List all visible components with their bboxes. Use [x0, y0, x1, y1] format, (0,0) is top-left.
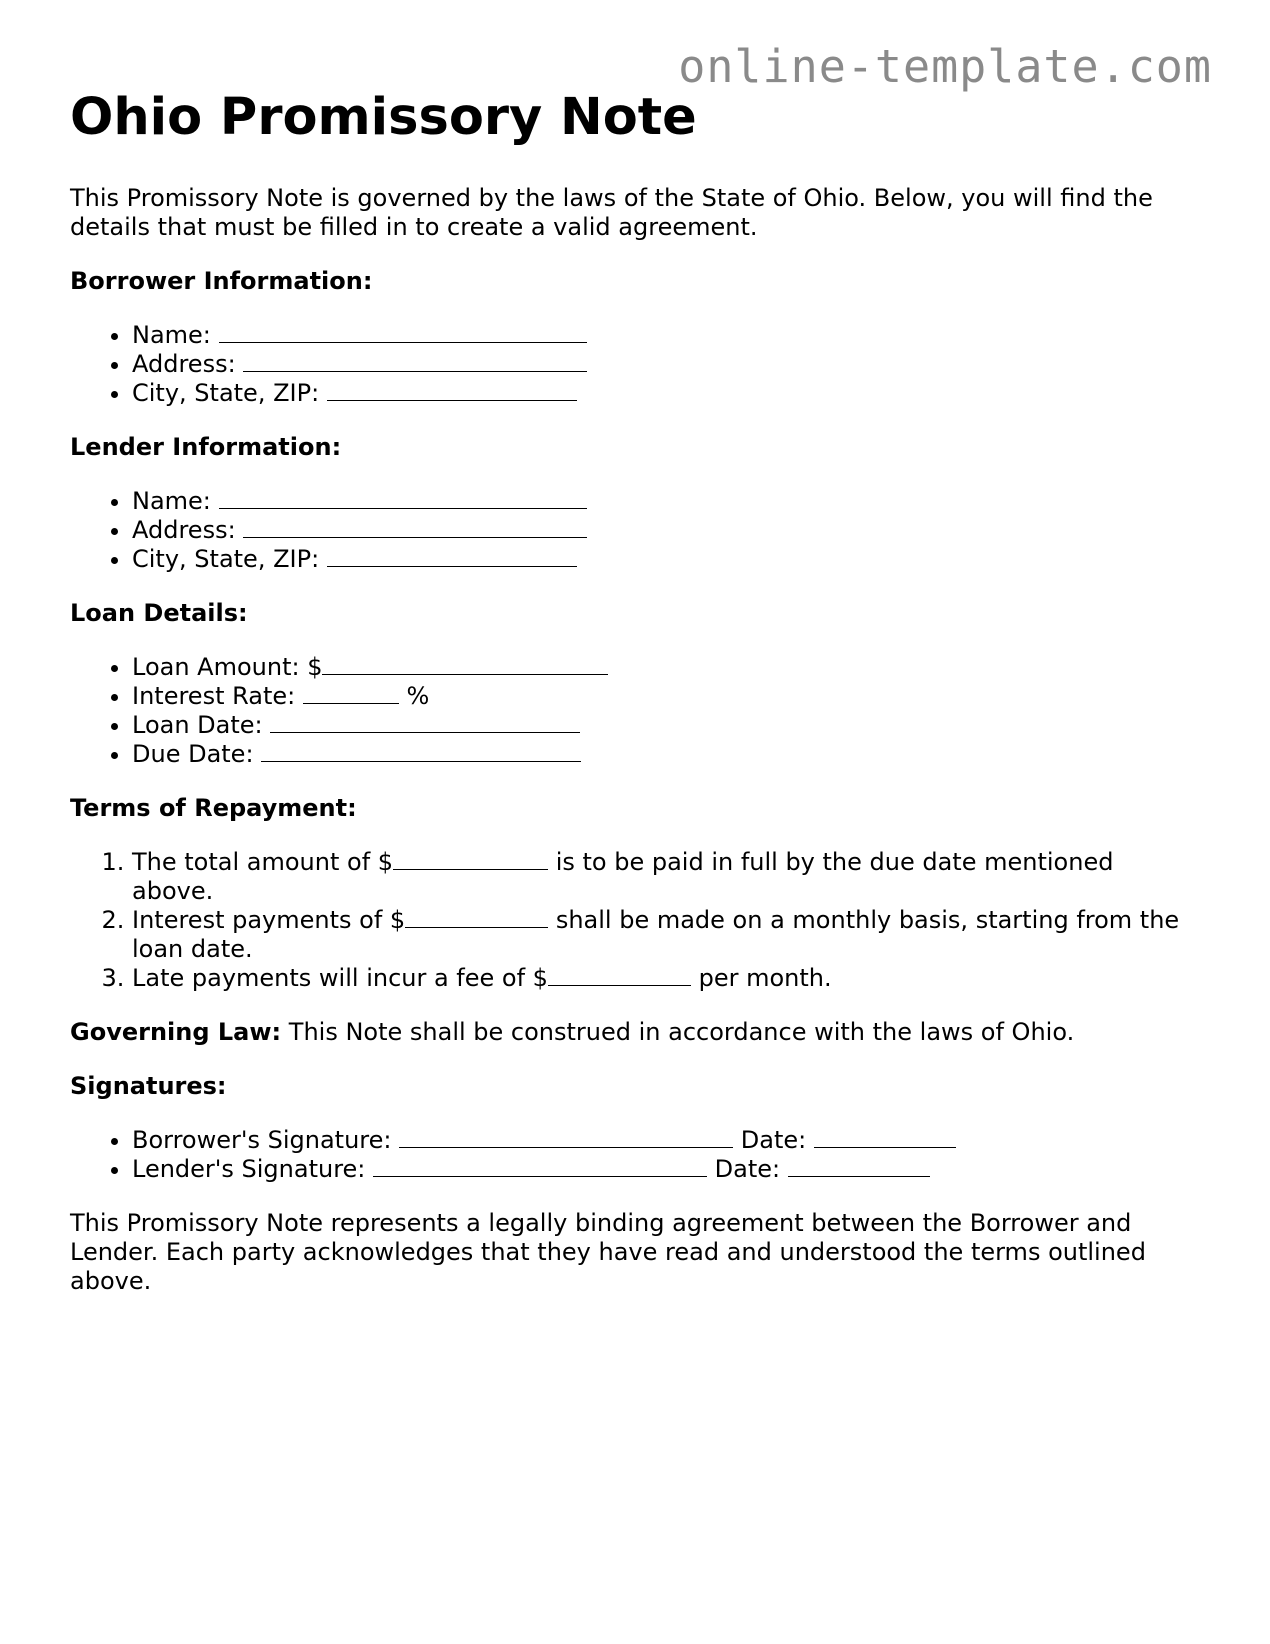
borrower-date-label: Date:: [740, 1126, 807, 1154]
interest-payment-blank[interactable]: [405, 907, 548, 928]
borrower-address-blank[interactable]: [243, 351, 587, 372]
intro-paragraph: This Promissory Note is governed by the laws of the State of Ohio. Below, you will find the details that must be filled in to create a valid agreement.: [70, 184, 1153, 241]
loan-amount-label: Loan Amount: $: [132, 653, 323, 681]
lender-signature-blank[interactable]: [373, 1156, 707, 1177]
lender-city-item: [132, 545, 1200, 574]
lender-date-blank[interactable]: [788, 1156, 930, 1177]
lender-city-blank[interactable]: [327, 546, 577, 567]
signatures-list: [70, 1126, 1200, 1184]
closing-paragraph: This Promissory Note represents a legally binding agreement between the Borrower and Lender. Each party acknowledges that they have read and understood the terms outlined above.: [70, 1209, 1146, 1295]
borrower-city-item: [132, 379, 1200, 408]
borrower-heading: Borrower Information:: [70, 267, 373, 295]
lender-signature-label: Lender's Signature:: [132, 1155, 366, 1183]
terms-item-1-suffix: is to be paid in full by the due date mentioned above.: [132, 848, 1114, 905]
lender-city-label: City, State, ZIP:: [132, 545, 320, 573]
governing-law-label: Governing Law:: [70, 1018, 282, 1046]
document-page: [70, 86, 1200, 1296]
borrower-signature-item: [132, 1126, 1200, 1155]
late-fee-blank[interactable]: [548, 965, 691, 986]
lender-date-label: Date:: [714, 1155, 781, 1183]
lender-address-item: [132, 516, 1200, 545]
interest-rate-blank[interactable]: [303, 683, 399, 704]
lender-name-item: [132, 487, 1200, 516]
borrower-name-item: [132, 321, 1200, 350]
terms-item-2: [132, 906, 1200, 964]
terms-item-1: [132, 848, 1200, 906]
loan-date-label: Loan Date:: [132, 711, 263, 739]
terms-heading: Terms of Repayment:: [70, 794, 357, 822]
borrower-address-item: [132, 350, 1200, 379]
lender-heading: Lender Information:: [70, 433, 342, 461]
terms-item-3-prefix: Late payments will incur a fee of $: [132, 964, 548, 992]
borrower-city-label: City, State, ZIP:: [132, 379, 320, 407]
terms-item-2-suffix: shall be made on a monthly basis, starting from the loan date.: [132, 906, 1180, 963]
borrower-signature-label: Borrower's Signature:: [132, 1126, 392, 1154]
borrower-date-blank[interactable]: [814, 1127, 956, 1148]
lender-name-blank[interactable]: [219, 488, 587, 509]
governing-law: [70, 1018, 1200, 1047]
borrower-address-label: Address:: [132, 350, 236, 378]
borrower-list: [70, 321, 1200, 408]
due-date-label: Due Date:: [132, 740, 254, 768]
lender-address-label: Address:: [132, 516, 236, 544]
due-date-blank[interactable]: [261, 741, 581, 762]
interest-rate-item: [132, 682, 1200, 711]
lender-signature-item: [132, 1155, 1200, 1184]
total-amount-blank[interactable]: [393, 849, 548, 870]
loan-amount-item: [132, 653, 1200, 682]
lender-list: [70, 487, 1200, 574]
due-date-item: [132, 740, 1200, 769]
terms-item-1-prefix: The total amount of $: [132, 848, 394, 876]
interest-rate-label: Interest Rate:: [132, 682, 296, 710]
loan-date-item: [132, 711, 1200, 740]
lender-name-label: Name:: [132, 487, 211, 515]
borrower-signature-blank[interactable]: [399, 1127, 733, 1148]
borrower-name-blank[interactable]: [219, 322, 587, 343]
terms-item-2-prefix: Interest payments of $: [132, 906, 406, 934]
borrower-city-blank[interactable]: [327, 380, 577, 401]
lender-address-blank[interactable]: [243, 517, 587, 538]
terms-item-3: [132, 964, 1200, 993]
terms-item-3-suffix: per month.: [698, 964, 832, 992]
document-title: Ohio Promissory Note: [70, 88, 697, 147]
loan-date-blank[interactable]: [270, 712, 580, 733]
borrower-name-label: Name:: [132, 321, 211, 349]
loan-amount-blank[interactable]: [322, 654, 608, 675]
loan-heading: Loan Details:: [70, 599, 248, 627]
loan-list: [70, 653, 1200, 769]
interest-rate-unit: %: [406, 682, 430, 710]
signatures-heading: Signatures:: [70, 1072, 227, 1100]
governing-law-text: This Note shall be construed in accordance with the laws of Ohio.: [288, 1018, 1075, 1046]
watermark: online-template.com: [678, 40, 1212, 93]
terms-list: [70, 848, 1200, 993]
